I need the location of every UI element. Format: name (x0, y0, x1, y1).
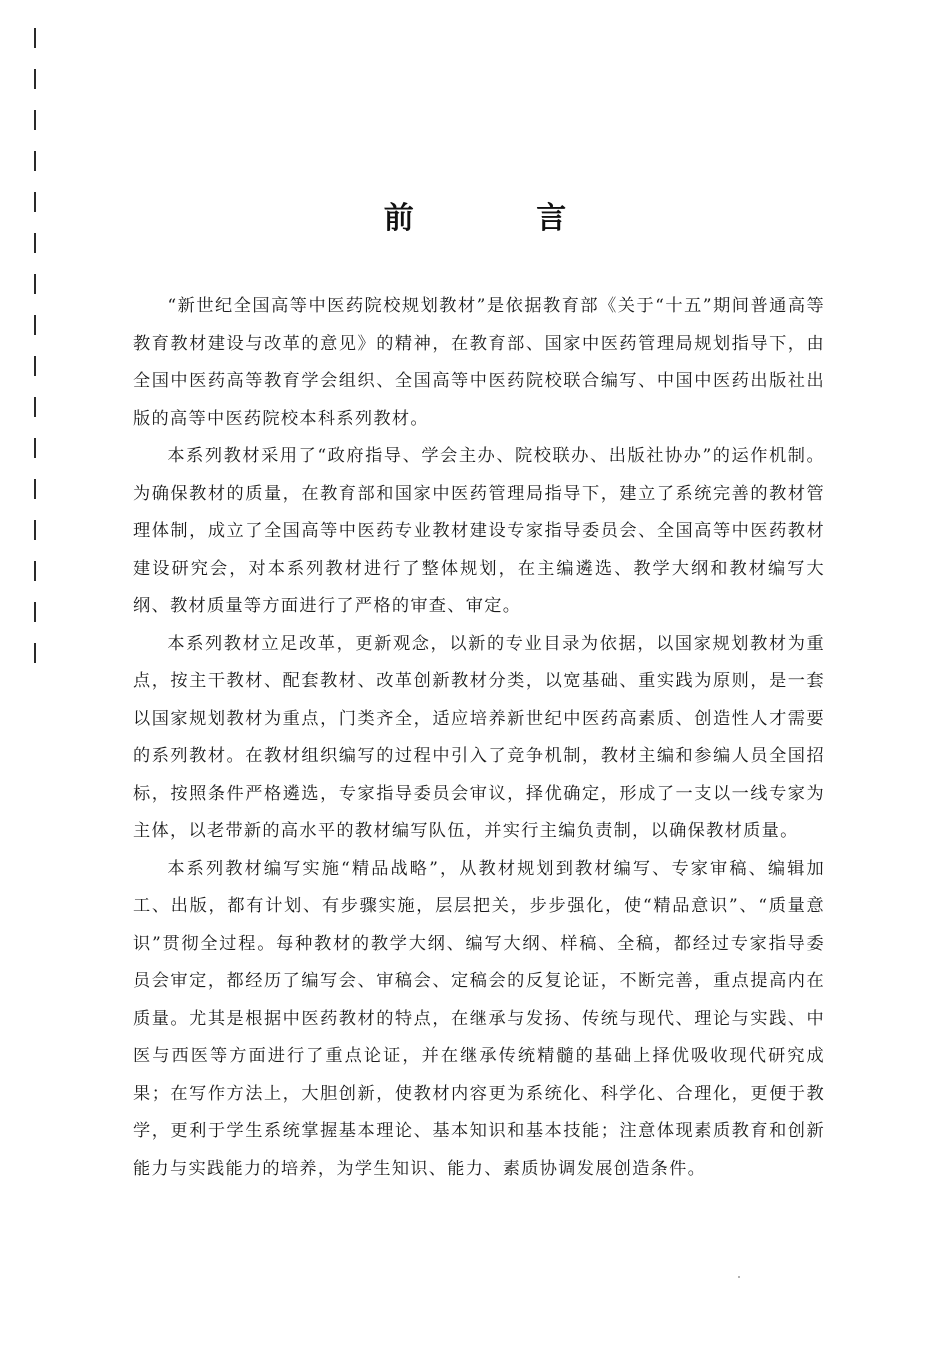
scan-speck (738, 1276, 740, 1278)
page-title: 前 言 (383, 201, 623, 236)
binding-mark (34, 69, 36, 89)
binding-mark (34, 28, 36, 48)
binding-mark (34, 479, 36, 499)
binding-mark (34, 151, 36, 171)
paragraph-4: 本系列教材编写实施“精品战略”，从教材规划到教材编写、专家审稿、编辑加工、出版，都有计划、有步骤实施，层层把关，步步强化，使“精品意识”、“质量意识”贯彻全过程。每种教材的教学大纲、编写大纲、样稿、全稿，都经过专家指导委员会审定，都经历了编写会、审稿会、定稿会的反复论证，不断完善，重点提高内在质量。尤其是根据中医药教材的特点，在继承与发扬、传统与现代、理论与实践、中医与西医等方面进行了重点论证，并在继承传统精髓的基础上择优吸收现代研究成果；在写作方法上，大胆创新，使教材内容更为系统化、科学化、合理化，更便于教学，更利于学生系统掌握基本理论、基本知识和基本技能；注意体现素质教育和创新能力与实践能力的培养，为学生知识、能力、素质协调发展创造条件。 (133, 858, 825, 1179)
paragraph-1: “新世纪全国高等中医药院校规划教材”是依据教育部《关于“十五”期间普通高等教育教材建设与改革的意见》的精神，在教育部、国家中医药管理局规划指导下，由全国中医药高等教育学会组织、全国高等中医药院校联合编写、中国中医药出版社出版的高等中医药院校本科系列教材。 (133, 296, 825, 429)
binding-margin-marks (34, 0, 38, 700)
binding-mark (34, 397, 36, 417)
paragraph-3: 本系列教材立足改革，更新观念，以新的专业目录为依据，以国家规划教材为重点，按主干教材、配套教材、改革创新教材分类，以宽基础、重实践为原则，是一套以国家规划教材为重点，门类齐全，适应培养新世纪中医药高素质、创造性人才需要的系列教材。在教材组织编写的过程中引入了竞争机制，教材主编和参编人员全国招标，按照条件严格遴选，专家指导委员会审议，择优确定，形成了一支以一线专家为主体，以老带新的高水平的教材编写队伍，并实行主编负责制，以确保教材质量。 (133, 633, 825, 841)
binding-mark (34, 274, 36, 294)
binding-mark (34, 602, 36, 622)
paragraph-2: 本系列教材采用了“政府指导、学会主办、院校联办、出版社协办”的运作机制。为确保教材的质量，在教育部和国家中医药管理局指导下，建立了系统完善的教材管理体制，成立了全国高等中医药专业教材建设专家指导委员会、全国高等中医药教材建设研究会，对本系列教材进行了整体规划，在主编遴选、教学大纲和教材编写大纲、教材质量等方面进行了严格的审查、审定。 (133, 446, 825, 616)
binding-mark (34, 110, 36, 130)
binding-mark (34, 315, 36, 335)
binding-mark (34, 438, 36, 458)
binding-mark (34, 561, 36, 581)
binding-mark (34, 356, 36, 376)
binding-mark (34, 520, 36, 540)
preface-body (133, 288, 825, 1188)
binding-mark (34, 643, 36, 663)
